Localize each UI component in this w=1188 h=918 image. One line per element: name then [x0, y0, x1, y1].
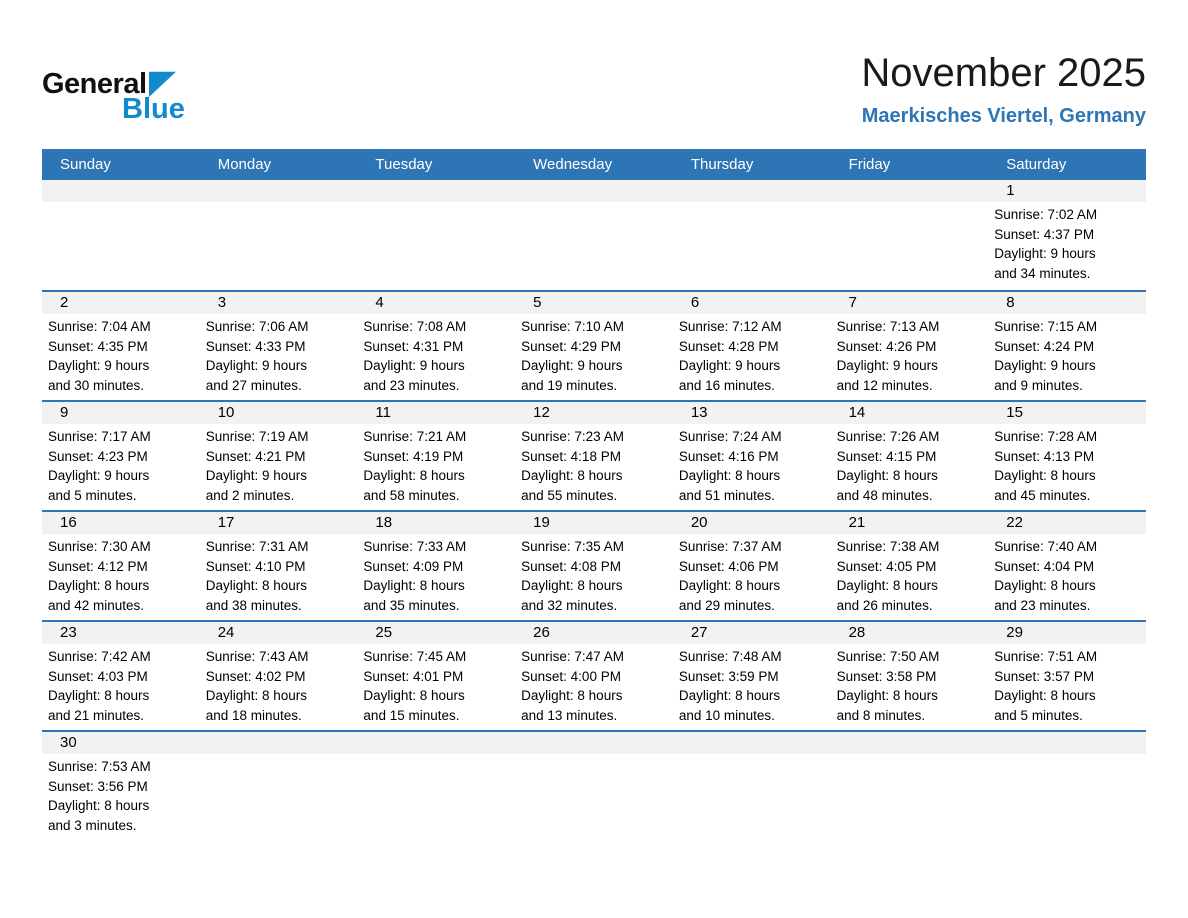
- day-details: [831, 754, 989, 761]
- sunrise-text: Sunrise: 7:50 AM: [836, 649, 940, 664]
- daylight-text-line1: Daylight: 8 hours: [521, 578, 623, 594]
- day-number: 12: [515, 402, 673, 424]
- sunrise-text: Sunrise: 7:23 AM: [521, 429, 624, 444]
- daylight-text-line1: Daylight: 8 hours: [994, 578, 1096, 594]
- day-details: [200, 314, 358, 399]
- day-cell: [831, 622, 989, 730]
- day-details: [515, 534, 673, 619]
- daylight-text-line1: Daylight: 9 hours: [994, 246, 1096, 262]
- day-details: [357, 754, 515, 761]
- day-details: [515, 314, 673, 399]
- sunrise-text: Sunrise: 7:06 AM: [205, 319, 309, 334]
- day-number: [988, 732, 1146, 754]
- empty-day-cell: [42, 180, 200, 290]
- day-number: [200, 180, 358, 202]
- week-row: [42, 400, 1146, 510]
- day-cell: [988, 512, 1146, 620]
- day-number: 25: [357, 622, 515, 644]
- daylight-text-line2: and 19 minutes.: [521, 377, 618, 393]
- day-cell: [988, 402, 1146, 510]
- daylight-text-line2: and 16 minutes.: [678, 377, 775, 393]
- day-details: [831, 534, 989, 619]
- month-title: November 2025: [861, 51, 1146, 95]
- day-cell: [42, 732, 200, 840]
- general-blue-logo: [42, 50, 185, 124]
- day-details: [515, 644, 673, 729]
- daylight-text-line2: and 13 minutes.: [521, 707, 618, 723]
- day-number: 22: [988, 512, 1146, 534]
- day-details: [831, 644, 989, 729]
- day-details: [988, 754, 1146, 761]
- daylight-text-line2: and 26 minutes.: [836, 597, 933, 613]
- daylight-text-line2: and 8 minutes.: [836, 707, 926, 723]
- day-details: [357, 314, 515, 399]
- empty-day-cell: [200, 732, 358, 840]
- day-number: 7: [831, 292, 989, 314]
- day-details: [200, 534, 358, 619]
- day-cell: [200, 402, 358, 510]
- day-number: 30: [42, 732, 200, 754]
- sunrise-text: Sunrise: 7:02 AM: [994, 207, 1098, 222]
- day-details: [831, 424, 989, 509]
- daylight-text-line2: and 18 minutes.: [205, 707, 302, 723]
- day-details: [988, 644, 1146, 729]
- day-number: 8: [988, 292, 1146, 314]
- day-details: [988, 202, 1146, 287]
- day-number: [42, 180, 200, 202]
- sunset-text: Sunset: 4:08 PM: [521, 558, 621, 574]
- sunset-text: Sunset: 3:59 PM: [678, 668, 779, 684]
- weekday-wednesday: Wednesday: [533, 156, 613, 173]
- sunset-text: Sunset: 4:09 PM: [363, 558, 464, 574]
- day-cell: [42, 292, 200, 400]
- day-number: 1: [988, 180, 1146, 202]
- sunset-text: Sunset: 4:19 PM: [363, 448, 464, 464]
- day-number: [357, 180, 515, 202]
- day-cell: [42, 512, 200, 620]
- empty-day-cell: [673, 180, 831, 290]
- day-details: [988, 534, 1146, 619]
- title-block: [861, 50, 1146, 128]
- weekday-saturday: Saturday: [1006, 156, 1067, 173]
- daylight-text-line1: Daylight: 9 hours: [48, 468, 150, 484]
- sunset-text: Sunset: 4:15 PM: [836, 448, 937, 464]
- week-row: [42, 290, 1146, 400]
- day-details: [200, 202, 358, 209]
- day-cell: [988, 180, 1146, 290]
- logo-text-general: General: [42, 68, 147, 100]
- logo-text-blue: Blue: [122, 93, 185, 125]
- day-number: [831, 180, 989, 202]
- sunrise-text: Sunrise: 7:48 AM: [678, 649, 782, 664]
- day-details: [515, 202, 673, 209]
- daylight-text-line2: and 34 minutes.: [994, 265, 1091, 281]
- sunset-text: Sunset: 3:56 PM: [48, 778, 148, 794]
- daylight-text-line2: and 9 minutes.: [994, 377, 1083, 393]
- empty-day-cell: [831, 180, 989, 290]
- location-subtitle: Maerkisches Viertel, Germany: [861, 105, 1146, 127]
- daylight-text-line1: Daylight: 9 hours: [678, 358, 781, 374]
- daylight-text-line2: and 38 minutes.: [205, 597, 302, 613]
- day-details: [515, 424, 673, 509]
- day-details: [673, 314, 831, 399]
- day-details: [200, 424, 358, 509]
- day-cell: [357, 292, 515, 400]
- day-cell: [42, 402, 200, 510]
- sunrise-text: Sunrise: 7:17 AM: [48, 429, 151, 444]
- day-number: 18: [357, 512, 515, 534]
- empty-day-cell: [357, 732, 515, 840]
- sunset-text: Sunset: 4:03 PM: [48, 668, 148, 684]
- sunrise-text: Sunrise: 7:51 AM: [994, 649, 1098, 664]
- day-number: [200, 732, 358, 754]
- sunset-text: Sunset: 4:21 PM: [205, 448, 306, 464]
- daylight-text-line1: Daylight: 8 hours: [994, 468, 1096, 484]
- sunset-text: Sunset: 4:29 PM: [521, 338, 621, 354]
- daylight-text-line2: and 10 minutes.: [678, 707, 775, 723]
- day-cell: [357, 402, 515, 510]
- day-number: 13: [673, 402, 831, 424]
- day-cell: [515, 402, 673, 510]
- daylight-text-line2: and 15 minutes.: [363, 707, 460, 723]
- day-cell: [988, 292, 1146, 400]
- sunset-text: Sunset: 4:04 PM: [994, 558, 1095, 574]
- sunset-text: Sunset: 4:10 PM: [205, 558, 306, 574]
- daylight-text-line2: and 48 minutes.: [836, 487, 933, 503]
- calendar-grid: [42, 180, 1146, 840]
- day-details: [42, 534, 200, 619]
- day-cell: [200, 292, 358, 400]
- calendar: [42, 149, 1146, 840]
- day-number: 21: [831, 512, 989, 534]
- sunrise-text: Sunrise: 7:43 AM: [205, 649, 309, 664]
- sunrise-text: Sunrise: 7:08 AM: [363, 319, 467, 334]
- sunset-text: Sunset: 4:33 PM: [205, 338, 306, 354]
- day-cell: [831, 512, 989, 620]
- daylight-text-line2: and 42 minutes.: [48, 597, 145, 613]
- sunrise-text: Sunrise: 7:42 AM: [48, 649, 151, 664]
- day-details: [515, 754, 673, 761]
- day-number: 29: [988, 622, 1146, 644]
- sunrise-text: Sunrise: 7:21 AM: [363, 429, 467, 444]
- sunrise-text: Sunrise: 7:33 AM: [363, 539, 467, 554]
- sunset-text: Sunset: 4:37 PM: [994, 226, 1095, 242]
- day-cell: [673, 292, 831, 400]
- day-cell: [357, 622, 515, 730]
- sunset-text: Sunset: 4:16 PM: [678, 448, 779, 464]
- daylight-text-line1: Daylight: 8 hours: [836, 578, 938, 594]
- sunset-text: Sunset: 4:26 PM: [836, 338, 937, 354]
- day-number: 3: [200, 292, 358, 314]
- empty-day-cell: [357, 180, 515, 290]
- sunset-text: Sunset: 4:01 PM: [363, 668, 464, 684]
- sunset-text: Sunset: 3:57 PM: [994, 668, 1095, 684]
- day-cell: [673, 402, 831, 510]
- day-details: [673, 534, 831, 619]
- sunset-text: Sunset: 4:18 PM: [521, 448, 621, 464]
- day-details: [831, 314, 989, 399]
- daylight-text-line1: Daylight: 8 hours: [48, 688, 150, 704]
- sunset-text: Sunset: 4:02 PM: [205, 668, 306, 684]
- day-details: [673, 424, 831, 509]
- day-details: [357, 534, 515, 619]
- daylight-text-line2: and 2 minutes.: [205, 487, 295, 503]
- weekday-sunday: Sunday: [60, 156, 111, 173]
- day-details: [42, 202, 200, 209]
- day-number: 11: [357, 402, 515, 424]
- empty-day-cell: [200, 180, 358, 290]
- daylight-text-line1: Daylight: 9 hours: [836, 358, 938, 374]
- day-details: [42, 314, 200, 399]
- daylight-text-line2: and 51 minutes.: [678, 487, 775, 503]
- week-row: [42, 730, 1146, 840]
- day-number: [357, 732, 515, 754]
- daylight-text-line1: Daylight: 8 hours: [363, 468, 465, 484]
- day-details: [42, 644, 200, 729]
- day-cell: [200, 622, 358, 730]
- daylight-text-line2: and 5 minutes.: [994, 707, 1083, 723]
- sunrise-text: Sunrise: 7:19 AM: [205, 429, 309, 444]
- sunrise-text: Sunrise: 7:45 AM: [363, 649, 467, 664]
- day-details: [673, 754, 831, 761]
- sunrise-text: Sunrise: 7:28 AM: [994, 429, 1098, 444]
- day-details: [988, 424, 1146, 509]
- empty-day-cell: [515, 732, 673, 840]
- day-number: 19: [515, 512, 673, 534]
- sunset-text: Sunset: 4:31 PM: [363, 338, 464, 354]
- daylight-text-line2: and 5 minutes.: [48, 487, 137, 503]
- day-number: 14: [831, 402, 989, 424]
- day-number: [515, 732, 673, 754]
- daylight-text-line2: and 32 minutes.: [521, 597, 618, 613]
- day-details: [200, 644, 358, 729]
- day-details: [357, 424, 515, 509]
- sunrise-text: Sunrise: 7:04 AM: [48, 319, 151, 334]
- day-details: [357, 202, 515, 209]
- sunrise-text: Sunrise: 7:40 AM: [994, 539, 1098, 554]
- day-details: [200, 754, 358, 761]
- daylight-text-line2: and 58 minutes.: [363, 487, 460, 503]
- empty-day-cell: [515, 180, 673, 290]
- weekday-monday: Monday: [217, 156, 272, 173]
- sunset-text: Sunset: 4:00 PM: [521, 668, 621, 684]
- day-number: 24: [200, 622, 358, 644]
- day-cell: [357, 512, 515, 620]
- sunrise-text: Sunrise: 7:30 AM: [48, 539, 151, 554]
- daylight-text-line2: and 35 minutes.: [363, 597, 460, 613]
- daylight-text-line1: Daylight: 8 hours: [48, 578, 150, 594]
- empty-day-cell: [831, 732, 989, 840]
- sunset-text: Sunset: 4:35 PM: [48, 338, 148, 354]
- weekday-thursday: Thursday: [690, 156, 754, 173]
- daylight-text-line1: Daylight: 9 hours: [521, 358, 623, 374]
- day-number: [673, 732, 831, 754]
- weekday-friday: Friday: [848, 156, 891, 173]
- day-details: [357, 644, 515, 729]
- daylight-text-line1: Daylight: 8 hours: [48, 798, 150, 814]
- daylight-text-line1: Daylight: 9 hours: [363, 358, 465, 374]
- day-cell: [42, 622, 200, 730]
- day-number: 16: [42, 512, 200, 534]
- weekday-tuesday: Tuesday: [375, 156, 433, 173]
- day-number: 9: [42, 402, 200, 424]
- day-number: 17: [200, 512, 358, 534]
- daylight-text-line2: and 30 minutes.: [48, 377, 145, 393]
- day-details: [831, 202, 989, 209]
- day-number: 2: [42, 292, 200, 314]
- daylight-text-line1: Daylight: 8 hours: [678, 468, 781, 484]
- daylight-text-line1: Daylight: 8 hours: [363, 578, 465, 594]
- daylight-text-line1: Daylight: 8 hours: [521, 688, 623, 704]
- day-number: 27: [673, 622, 831, 644]
- day-number: 20: [673, 512, 831, 534]
- page-header: [42, 0, 1146, 128]
- day-details: [673, 202, 831, 209]
- sunset-text: Sunset: 4:12 PM: [48, 558, 148, 574]
- daylight-text-line2: and 3 minutes.: [48, 817, 137, 833]
- sunset-text: Sunset: 4:05 PM: [836, 558, 937, 574]
- sunrise-text: Sunrise: 7:24 AM: [678, 429, 782, 444]
- day-cell: [515, 622, 673, 730]
- sunset-text: Sunset: 4:23 PM: [48, 448, 148, 464]
- day-cell: [831, 402, 989, 510]
- day-cell: [988, 622, 1146, 730]
- sunset-text: Sunset: 4:13 PM: [994, 448, 1095, 464]
- day-number: 28: [831, 622, 989, 644]
- day-number: 23: [42, 622, 200, 644]
- day-cell: [673, 622, 831, 730]
- sunrise-text: Sunrise: 7:47 AM: [521, 649, 624, 664]
- day-number: [515, 180, 673, 202]
- sunrise-text: Sunrise: 7:13 AM: [836, 319, 940, 334]
- week-row: [42, 510, 1146, 620]
- daylight-text-line2: and 55 minutes.: [521, 487, 618, 503]
- weekday-header-row: [42, 149, 1146, 180]
- day-number: [831, 732, 989, 754]
- sunrise-text: Sunrise: 7:15 AM: [994, 319, 1098, 334]
- daylight-text-line1: Daylight: 8 hours: [521, 468, 623, 484]
- day-cell: [831, 292, 989, 400]
- daylight-text-line1: Daylight: 8 hours: [363, 688, 465, 704]
- daylight-text-line1: Daylight: 8 hours: [994, 688, 1096, 704]
- day-number: 15: [988, 402, 1146, 424]
- daylight-text-line1: Daylight: 9 hours: [994, 358, 1096, 374]
- week-row: [42, 180, 1146, 290]
- sunrise-text: Sunrise: 7:38 AM: [836, 539, 940, 554]
- sunset-text: Sunset: 4:28 PM: [678, 338, 779, 354]
- daylight-text-line1: Daylight: 8 hours: [836, 468, 938, 484]
- day-cell: [673, 512, 831, 620]
- empty-day-cell: [988, 732, 1146, 840]
- daylight-text-line1: Daylight: 8 hours: [205, 688, 308, 704]
- day-number: [673, 180, 831, 202]
- daylight-text-line1: Daylight: 8 hours: [678, 688, 781, 704]
- sunrise-text: Sunrise: 7:26 AM: [836, 429, 940, 444]
- sunrise-text: Sunrise: 7:12 AM: [678, 319, 782, 334]
- day-number: 4: [357, 292, 515, 314]
- daylight-text-line2: and 23 minutes.: [994, 597, 1091, 613]
- day-cell: [200, 512, 358, 620]
- daylight-text-line2: and 23 minutes.: [363, 377, 460, 393]
- day-number: 10: [200, 402, 358, 424]
- day-details: [673, 644, 831, 729]
- daylight-text-line1: Daylight: 8 hours: [678, 578, 781, 594]
- daylight-text-line1: Daylight: 8 hours: [205, 578, 308, 594]
- day-cell: [515, 512, 673, 620]
- daylight-text-line2: and 29 minutes.: [678, 597, 775, 613]
- daylight-text-line1: Daylight: 9 hours: [48, 358, 150, 374]
- sunset-text: Sunset: 4:06 PM: [678, 558, 779, 574]
- day-details: [42, 424, 200, 509]
- daylight-text-line1: Daylight: 8 hours: [836, 688, 938, 704]
- daylight-text-line1: Daylight: 9 hours: [205, 468, 308, 484]
- day-number: 26: [515, 622, 673, 644]
- sunrise-text: Sunrise: 7:35 AM: [521, 539, 624, 554]
- daylight-text-line2: and 21 minutes.: [48, 707, 145, 723]
- daylight-text-line1: Daylight: 9 hours: [205, 358, 308, 374]
- day-details: [42, 754, 200, 839]
- day-details: [988, 314, 1146, 399]
- sunset-text: Sunset: 3:58 PM: [836, 668, 937, 684]
- daylight-text-line2: and 12 minutes.: [836, 377, 933, 393]
- daylight-text-line2: and 45 minutes.: [994, 487, 1091, 503]
- empty-day-cell: [673, 732, 831, 840]
- week-row: [42, 620, 1146, 730]
- sunrise-text: Sunrise: 7:37 AM: [678, 539, 782, 554]
- day-number: 5: [515, 292, 673, 314]
- day-number: 6: [673, 292, 831, 314]
- sunrise-text: Sunrise: 7:53 AM: [48, 759, 151, 774]
- sunrise-text: Sunrise: 7:31 AM: [205, 539, 309, 554]
- sunrise-text: Sunrise: 7:10 AM: [521, 319, 624, 334]
- day-cell: [515, 292, 673, 400]
- daylight-text-line2: and 27 minutes.: [205, 377, 302, 393]
- sunset-text: Sunset: 4:24 PM: [994, 338, 1095, 354]
